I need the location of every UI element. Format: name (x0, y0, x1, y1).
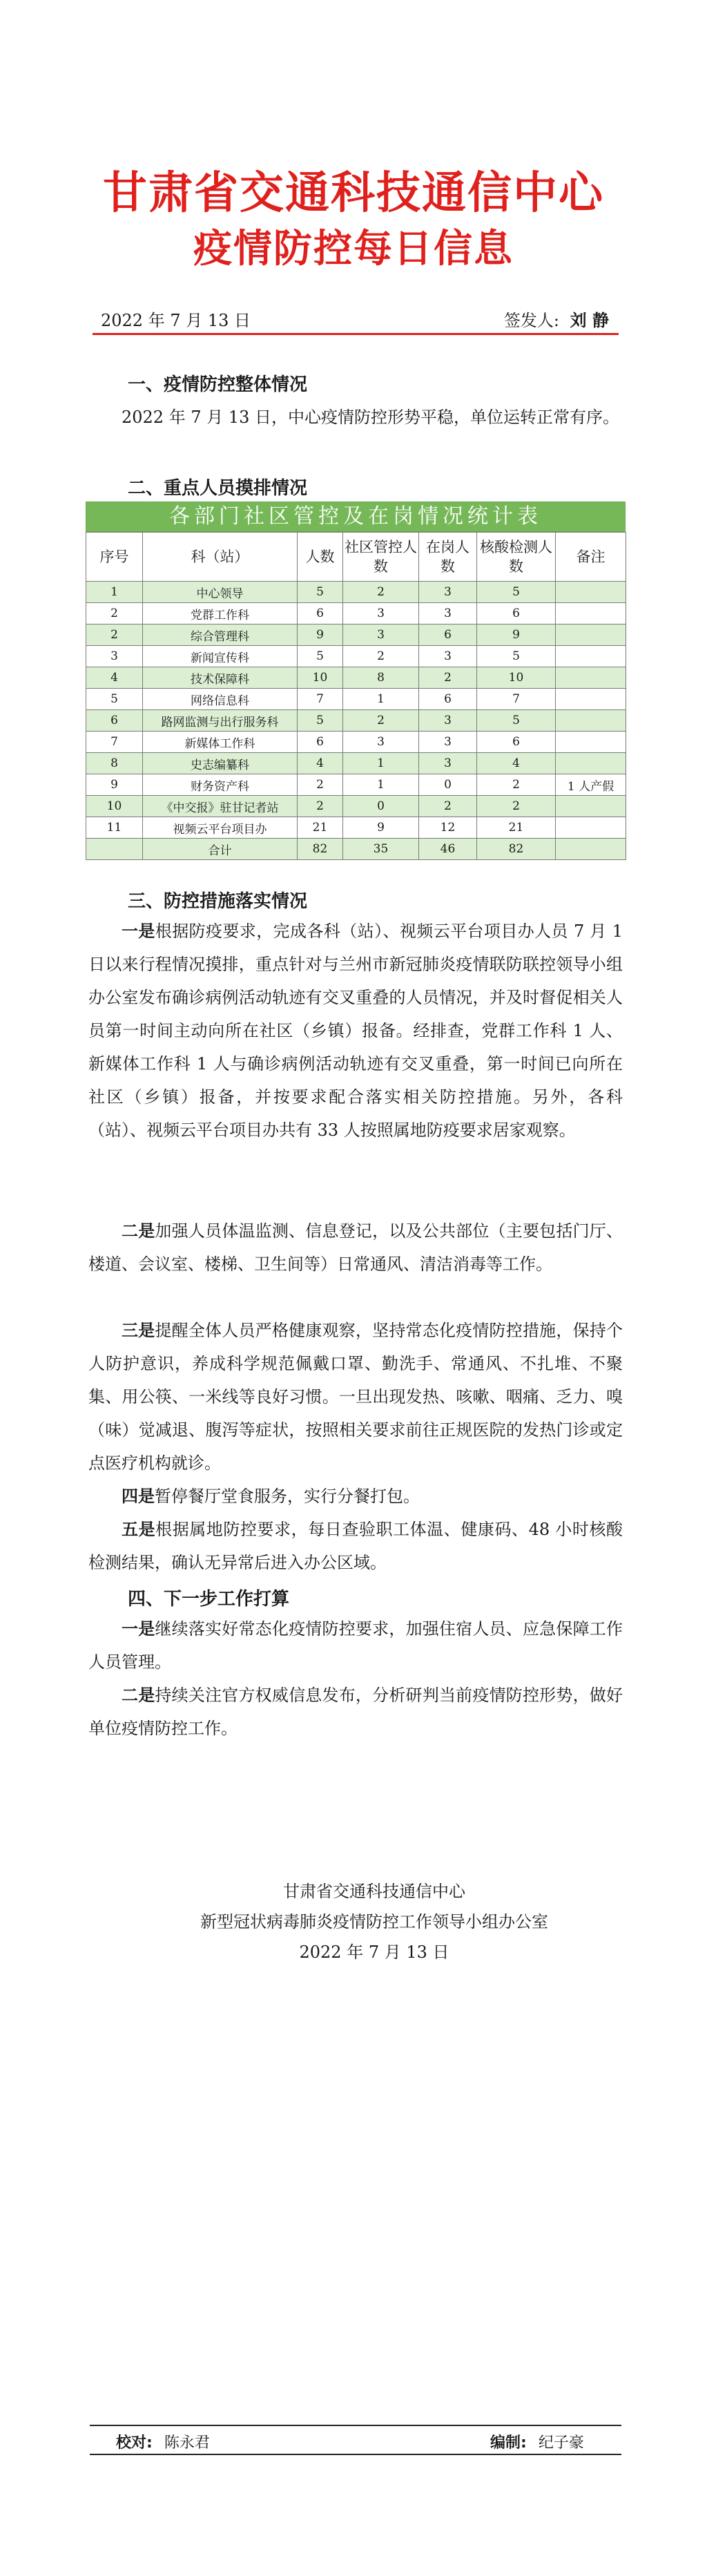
table-cell (556, 710, 626, 732)
table-cell: 7 (86, 732, 143, 753)
table-cell: 82 (477, 839, 556, 860)
editor-name: 纪子豪 (538, 2434, 584, 2452)
section3-para4 (88, 1480, 623, 1513)
table-cell: 综合管理科 (143, 624, 298, 646)
table-title: 各部门社区管控及在岗情况统计表 (86, 502, 626, 532)
table-cell: 9 (477, 624, 556, 646)
col-header: 人数 (298, 533, 343, 582)
table-cell: 0 (419, 774, 477, 796)
table-total-row (86, 839, 626, 860)
section1-heading: 一、疫情防控整体情况 (128, 374, 308, 395)
table-row (86, 646, 626, 667)
table-cell: 8 (86, 753, 143, 774)
table-cell: 5 (477, 646, 556, 667)
table-cell: 6 (298, 732, 343, 753)
table-row (86, 753, 626, 774)
table-cell: 9 (298, 624, 343, 646)
table-cell (556, 667, 626, 689)
table-cell: 11 (86, 817, 143, 839)
col-header: 核酸检测人数 (477, 533, 556, 582)
section4-para1 (88, 1612, 623, 1679)
col-header: 社区管控人数 (343, 533, 419, 582)
table-cell: 3 (419, 710, 477, 732)
table-cell: 2 (477, 774, 556, 796)
table-cell: 9 (343, 817, 419, 839)
table-cell: 3 (343, 624, 419, 646)
table-cell: 2 (419, 796, 477, 817)
section2-heading: 二、重点人员摸排情况 (128, 478, 308, 499)
table-cell: 5 (298, 646, 343, 667)
lead-term: 一是 (122, 1619, 155, 1639)
table-cell: 3 (343, 732, 419, 753)
table-cell: 6 (477, 732, 556, 753)
section4-para2 (88, 1679, 623, 1745)
col-header: 备注 (556, 533, 626, 582)
para-text: 加强人员体温监测、信息登记，以及公共部位（主要包括门厅、楼道、会议室、楼梯、卫生间等）日常通风、清洁消毒等工作。 (88, 1221, 623, 1274)
section4-heading: 四、下一步工作打算 (128, 1589, 290, 1610)
lead-term: 三是 (122, 1320, 155, 1340)
table-cell (556, 796, 626, 817)
table-cell: 1 (343, 753, 419, 774)
signer-label: 签发人: (503, 311, 559, 330)
para-text: 提醒全体人员严格健康观察，坚持常态化疫情防控措施，保持个人防护意识，养成科学规范佩戴口罩、勤洗手、常通风、不扎堆、不聚集、用公筷、一米线等良好习惯。一旦出现发热、咳嗽、咽痛、乏力、嗅（味）觉减退、腹泻等症状，按照相关要求前往正规医院的发热门诊或定点医疗机构就诊。 (88, 1321, 623, 1473)
para-text: 继续落实好常态化疫情防控要求，加强住宿人员、应急保障工作人员管理。 (88, 1619, 623, 1672)
table-cell (556, 646, 626, 667)
table-cell: 2 (86, 624, 143, 646)
lead-term: 四是 (122, 1486, 155, 1506)
section1-text: 2022 年 7 月 13 日，中心疫情防控形势平稳，单位运转正常有序。 (122, 408, 620, 427)
issue-date: 2022 年 7 月 13 日 (101, 311, 251, 330)
table-cell: 路网监测与出行服务科 (143, 710, 298, 732)
section3-para2 (88, 1214, 623, 1281)
table-cell: 1 (343, 689, 419, 710)
table-cell: 9 (86, 774, 143, 796)
table-cell: 4 (477, 753, 556, 774)
table-cell: 财务资产科 (143, 774, 298, 796)
section3-para3 (88, 1314, 623, 1480)
table-body (86, 582, 626, 860)
section3-para5 (88, 1513, 623, 1579)
lead-term: 二是 (122, 1221, 155, 1241)
col-header: 在岗人数 (419, 533, 477, 582)
table-row (86, 774, 626, 796)
para-text: 根据防疫要求，完成各科（站）、视频云平台项目办人员 7 月 1 日以来行程情况摸排，重点针对与兰州市新冠肺炎疫情联防联控领导小组办公室发布确诊病例活动轨迹有交叉重叠的人员情况，并及时督促相关人员第一时间主动向所在社区（乡镇）报备。经排查，党群工作科 1 人、新媒体工作科 1 人与确诊病例活动轨迹有交叉重叠，第一时间已向所在社区（乡镇）报备，并按要求配合落实相关防控措施。另外，各科（站）、视频云平台项目办共有 33 人按照属地防疫要求居家观察。 (88, 922, 623, 1140)
table-row (86, 817, 626, 839)
table-cell: 46 (419, 839, 477, 860)
lead-term: 一是 (122, 921, 155, 941)
table-cell (556, 839, 626, 860)
table-cell (556, 732, 626, 753)
table-cell: 82 (298, 839, 343, 860)
table-cell (86, 839, 143, 860)
table-cell: 5 (298, 710, 343, 732)
table-cell: 2 (477, 796, 556, 817)
table-row (86, 603, 626, 624)
table-cell: 21 (298, 817, 343, 839)
stats-table (86, 532, 626, 860)
table-cell (556, 624, 626, 646)
table-cell: 2 (298, 774, 343, 796)
table-cell (556, 817, 626, 839)
col-header: 序号 (86, 533, 143, 582)
table-cell: 35 (343, 839, 419, 860)
table-cell: 5 (86, 689, 143, 710)
table-cell: 4 (298, 753, 343, 774)
table-cell: 3 (343, 603, 419, 624)
table-header-row (86, 533, 626, 582)
table-cell: 党群工作科 (143, 603, 298, 624)
editor (490, 2431, 584, 2452)
table-cell: 网络信息科 (143, 689, 298, 710)
table-cell: 10 (86, 796, 143, 817)
table-cell: 2 (86, 603, 143, 624)
table-cell: 10 (298, 667, 343, 689)
table-cell: 3 (419, 582, 477, 603)
table-cell (556, 753, 626, 774)
table-cell: 《中交报》驻甘记者站 (143, 796, 298, 817)
red-divider (93, 333, 619, 335)
table-cell (556, 603, 626, 624)
signer (504, 307, 609, 331)
para-text: 根据属地防控要求，每日查验职工体温、健康码、48 小时核酸检测结果，确认无异常后进入办公区域。 (88, 1520, 623, 1572)
table-cell: 1 (86, 582, 143, 603)
section3-para1 (88, 915, 623, 1147)
table-cell: 新媒体工作科 (143, 732, 298, 753)
table-cell: 视频云平台项目办 (143, 817, 298, 839)
section3-heading: 三、防控措施落实情况 (128, 891, 308, 912)
footer-org1: 甘肃省交通科技通信中心 (283, 1882, 465, 1901)
table-cell: 3 (419, 646, 477, 667)
proof-name: 陈永君 (164, 2434, 210, 2452)
para-text: 暂停餐厅堂食服务，实行分餐打包。 (155, 1487, 420, 1506)
bottom-rule-top (90, 2425, 621, 2426)
credits-row (90, 2428, 621, 2452)
table-row (86, 796, 626, 817)
table-cell: 5 (477, 710, 556, 732)
org-title: 甘肃省交通科技通信中心 (103, 167, 604, 219)
table-row (86, 624, 626, 646)
stats-table-wrap (86, 502, 626, 860)
table-row (86, 710, 626, 732)
bottom-rule-bottom (90, 2454, 621, 2455)
lead-term: 五是 (122, 1519, 156, 1539)
table-cell: 2 (343, 582, 419, 603)
table-row (86, 582, 626, 603)
doc-title: 疫情防控每日信息 (193, 226, 514, 271)
editor-label: 编制: (490, 2434, 527, 2452)
table-cell: 6 (86, 710, 143, 732)
table-row (86, 689, 626, 710)
signer-name: 刘 静 (570, 310, 609, 330)
table-cell: 3 (419, 603, 477, 624)
table-row (86, 667, 626, 689)
proof-label: 校对: (116, 2434, 153, 2452)
table-cell: 8 (343, 667, 419, 689)
para-text: 持续关注官方权威信息发布，分析研判当前疫情防控形势，做好单位疫情防控工作。 (88, 1686, 623, 1738)
table-cell: 2 (298, 796, 343, 817)
table-cell: 史志编纂科 (143, 753, 298, 774)
footer-date: 2022 年 7 月 13 日 (299, 1943, 449, 1962)
table-cell: 3 (419, 732, 477, 753)
table-cell: 3 (419, 753, 477, 774)
col-header: 科（站） (143, 533, 298, 582)
table-cell: 4 (86, 667, 143, 689)
table-cell: 5 (477, 582, 556, 603)
table-cell: 21 (477, 817, 556, 839)
table-row (86, 732, 626, 753)
table-cell: 1 (343, 774, 419, 796)
table-cell: 合计 (143, 839, 298, 860)
table-cell: 6 (419, 624, 477, 646)
table-cell (556, 582, 626, 603)
table-cell: 6 (419, 689, 477, 710)
table-cell: 技术保障科 (143, 667, 298, 689)
footer-org2: 新型冠状病毒肺炎疫情防控工作领导小组办公室 (200, 1912, 548, 1931)
table-cell: 3 (86, 646, 143, 667)
table-cell: 2 (343, 646, 419, 667)
proofreader (116, 2431, 210, 2452)
table-cell: 6 (298, 603, 343, 624)
table-cell: 7 (298, 689, 343, 710)
table-cell: 中心领导 (143, 582, 298, 603)
table-cell: 2 (419, 667, 477, 689)
table-cell: 12 (419, 817, 477, 839)
table-cell: 2 (343, 710, 419, 732)
dateline (97, 304, 616, 332)
table-cell: 10 (477, 667, 556, 689)
table-cell: 0 (343, 796, 419, 817)
table-cell: 1 人产假 (556, 774, 626, 796)
table-cell: 6 (477, 603, 556, 624)
table-cell (556, 689, 626, 710)
table-cell: 5 (298, 582, 343, 603)
lead-term: 二是 (122, 1685, 155, 1705)
table-cell: 7 (477, 689, 556, 710)
table-cell: 新闻宣传科 (143, 646, 298, 667)
